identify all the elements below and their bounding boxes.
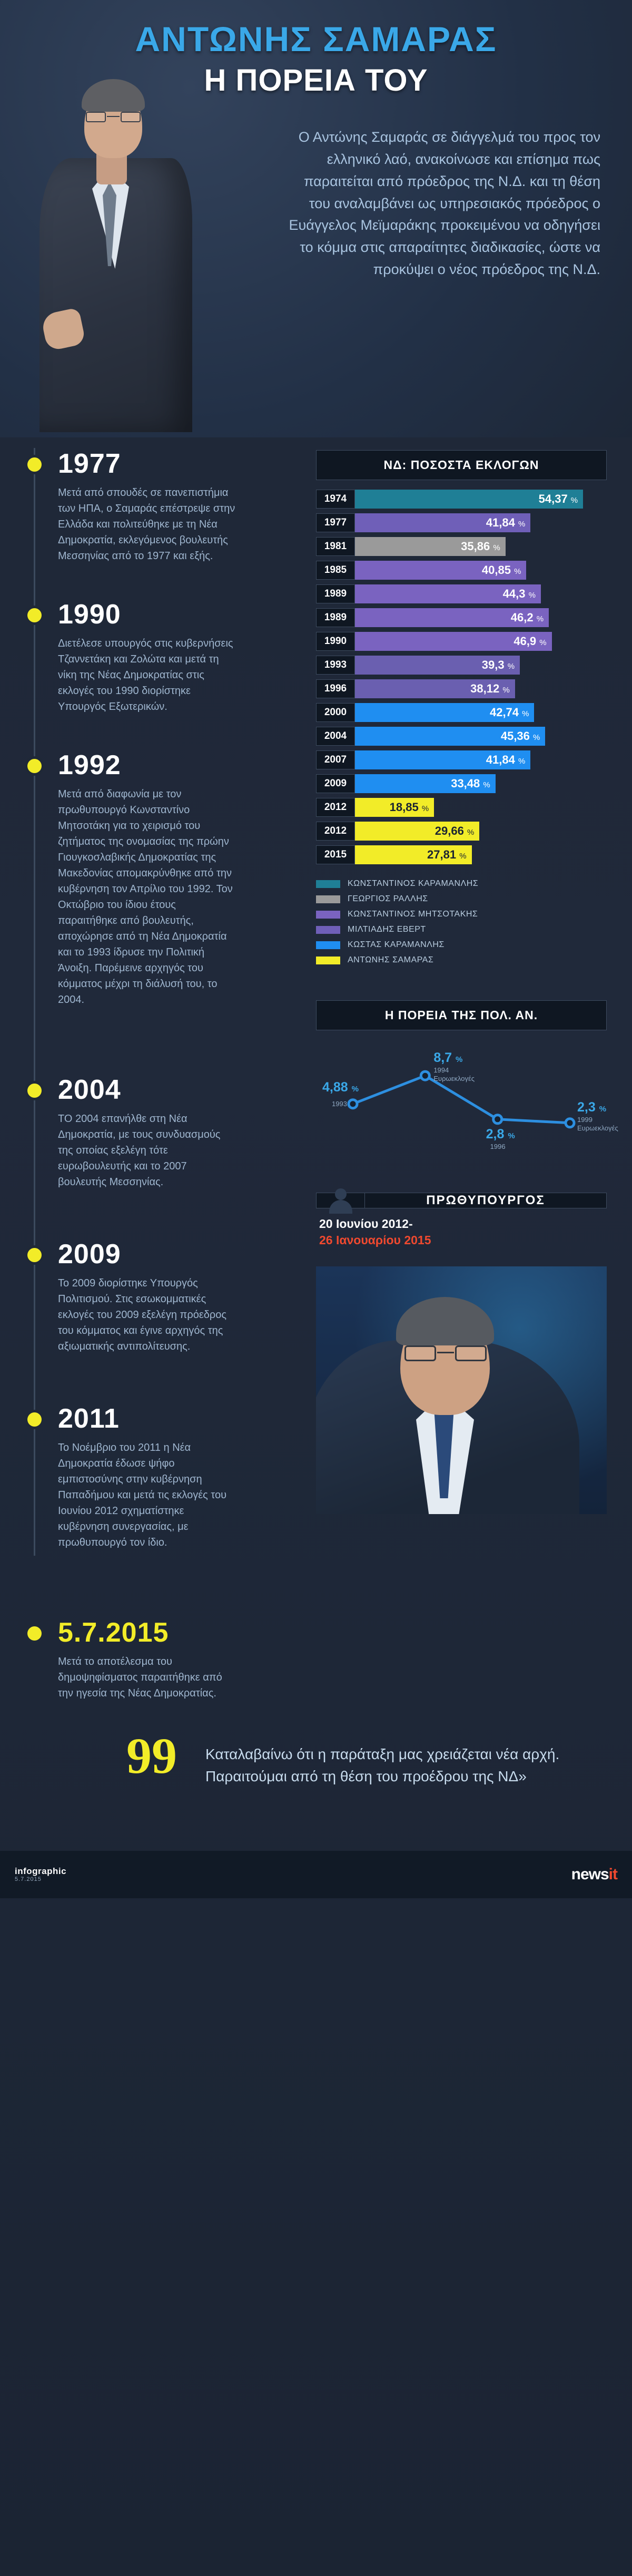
bar-year-label: 2009 bbox=[316, 774, 355, 793]
bar-track bbox=[355, 584, 607, 603]
bar-year-label: 1996 bbox=[316, 679, 355, 698]
bar-year-label: 2007 bbox=[316, 750, 355, 769]
bar-row bbox=[316, 774, 607, 793]
bar-fill bbox=[355, 679, 515, 698]
bar-fill bbox=[355, 822, 479, 841]
footer-brand-right-b: it bbox=[608, 1866, 617, 1883]
bar-row bbox=[316, 703, 607, 722]
line-data-point bbox=[421, 1071, 429, 1080]
pm-header bbox=[316, 1193, 607, 1208]
event-text: ΤΟ 2004 επανήλθε στη Νέα Δημοκρατία, με τους συνδυασμούς της οποίας εξελέγη τότε ευρωβουλευτής και το 2007 βουλευτής Μεσσηνίας. bbox=[58, 1113, 221, 1188]
legend-label: ΚΩΝΣΤΑΝΤΙΝΟΣ ΚΑΡΑΜΑΝΛΗΣ bbox=[348, 879, 479, 888]
bar-track bbox=[355, 656, 607, 675]
bar-chart-title: ΝΔ: ΠΟΣΟΣΤΑ ΕΚΛΟΓΩΝ bbox=[316, 450, 607, 480]
glasses-icon bbox=[86, 112, 141, 122]
bar-row bbox=[316, 561, 607, 580]
event-year: 5.7.2015 bbox=[58, 1617, 169, 1648]
line-data-point bbox=[493, 1115, 502, 1124]
photo-samaras-speech bbox=[316, 1266, 607, 1514]
header bbox=[0, 0, 632, 437]
line-value-label: 2,8 % bbox=[486, 1126, 515, 1141]
bar-track bbox=[355, 845, 607, 864]
bar-year-label: 1974 bbox=[316, 490, 355, 509]
footer-brand-right-a: news bbox=[571, 1866, 609, 1883]
line-x-label: 1996 bbox=[490, 1142, 506, 1150]
bar-fill bbox=[355, 490, 583, 509]
legend-item bbox=[316, 894, 607, 904]
bar-year-label: 1990 bbox=[316, 632, 355, 651]
quote-block bbox=[0, 1722, 632, 1819]
footer-date: 5.7.2015 bbox=[15, 1876, 42, 1883]
bar-year-label: 2012 bbox=[316, 822, 355, 841]
bar-track bbox=[355, 561, 607, 580]
bar-track bbox=[355, 513, 607, 532]
line-chart bbox=[316, 1040, 618, 1177]
bar-track bbox=[355, 679, 607, 698]
legend-label: ΑΝΤΩΝΗΣ ΣΑΜΑΡΑΣ bbox=[348, 955, 434, 964]
bar-chart bbox=[316, 490, 607, 864]
timeline-dot-icon bbox=[27, 1412, 42, 1427]
legend-item bbox=[316, 879, 607, 889]
bar-value-label: 35,86 % bbox=[461, 540, 500, 553]
figure-head bbox=[335, 1188, 347, 1200]
bar-fill bbox=[355, 703, 534, 722]
legend-label: ΜΙΛΤΙΑΔΗΣ ΕΒΕΡΤ bbox=[348, 925, 426, 934]
portrait-samaras-standing bbox=[29, 63, 203, 432]
timeline-dot-icon bbox=[27, 1084, 42, 1098]
bar-track bbox=[355, 750, 607, 769]
bar-year-label: 2012 bbox=[316, 798, 355, 817]
timeline-dot-icon bbox=[27, 457, 42, 472]
bar-year-label: 2004 bbox=[316, 727, 355, 746]
bar-value-label: 18,85 % bbox=[389, 801, 429, 814]
bar-track bbox=[355, 537, 607, 556]
bar-track bbox=[355, 822, 607, 841]
bar-row bbox=[316, 822, 607, 841]
bar-value-label: 46,2 % bbox=[510, 611, 544, 624]
bar-row bbox=[316, 679, 607, 698]
bar-fill bbox=[355, 537, 506, 556]
pm-dates bbox=[316, 1216, 607, 1248]
bar-fill bbox=[355, 608, 549, 627]
bar-year-label: 1989 bbox=[316, 584, 355, 603]
bar-fill bbox=[355, 584, 541, 603]
event-year: 1990 bbox=[58, 599, 121, 630]
bar-row bbox=[316, 490, 607, 509]
event-year: 2004 bbox=[58, 1075, 121, 1105]
footer-brand-left bbox=[15, 1866, 66, 1883]
bar-value-label: 42,74 % bbox=[489, 706, 529, 719]
pm-label: ΠΡΩΘΥΠΟΥΡΓΟΣ bbox=[364, 1193, 607, 1208]
page-subtitle: Η ΠΟΡΕΙΑ ΤΟΥ bbox=[204, 63, 428, 98]
bar-value-label: 45,36 % bbox=[500, 729, 540, 743]
bar-fill bbox=[355, 656, 520, 675]
intro-paragraph: Ο Αντώνης Σαμαράς σε διάγγελμά του προς τον ελληνικό λαό, ανακοίνωσε και επίσημα πως παραιτείται από πρόεδρος της Ν.Δ. και τη θέση του αναλαμβάνει ως υπηρεσιακός πρόεδρος ο Ευάγγελος Μεϊμαράκης προκειμένου να οδηγήσει το κόμμα στις απαραίτητες διαδικασίες, ώστε να προκύψει ο νέος πρόεδρος της Ν.Δ. bbox=[289, 129, 600, 278]
bar-year-label: 1985 bbox=[316, 561, 355, 580]
pm-date-from: 20 Ιουνίου 2012- bbox=[319, 1217, 413, 1231]
bar-row bbox=[316, 632, 607, 651]
bar-track bbox=[355, 727, 607, 746]
legend-swatch bbox=[316, 911, 340, 919]
bar-row bbox=[316, 798, 607, 817]
spacer bbox=[316, 971, 607, 1000]
legend-label: ΚΩΝΣΤΑΝΤΙΝΟΣ ΜΗΤΣΟΤΑΚΗΣ bbox=[348, 910, 478, 919]
bar-track bbox=[355, 798, 607, 817]
bar-fill bbox=[355, 513, 530, 532]
bar-row bbox=[316, 537, 607, 556]
bar-value-label: 46,9 % bbox=[514, 635, 547, 648]
line-x-label: 1993 bbox=[332, 1099, 347, 1108]
legend-swatch bbox=[316, 926, 340, 934]
bar-track bbox=[355, 632, 607, 651]
bar-value-label: 54,37 % bbox=[538, 492, 578, 505]
event-text: Το 2009 διορίστηκε Υπουργός Πολιτισμού. Στις εσωκομματικές εκλογές του 2009 εξελέγη πρόεδρος του κόμματος και έγινε αρχηγός της αξιωματικής αντιπολίτευσης. bbox=[58, 1277, 226, 1352]
spacer bbox=[0, 1008, 316, 1076]
timeline-event-1992 bbox=[0, 752, 316, 1008]
content-columns bbox=[0, 437, 632, 1701]
bar-fill bbox=[355, 727, 545, 746]
event-text: Μετά από σπουδές σε πανεπιστήμια των ΗΠΑ, ο Σαμαράς επέστρεψε στην Ελλάδα και πολιτεύθηκε με τη Νέα Δημοκρατία, εκλεγόμενος βουλευτής Μεσσηνίας από το 1977 και εξής. bbox=[58, 487, 235, 562]
event-year: 2009 bbox=[58, 1239, 121, 1270]
bar-value-label: 29,66 % bbox=[434, 824, 475, 837]
timeline-dot-icon bbox=[27, 1248, 42, 1262]
line-value-label: 2,3 % bbox=[577, 1099, 607, 1115]
bar-year-label: 1981 bbox=[316, 537, 355, 556]
legend-label: ΓΕΩΡΓΙΟΣ ΡΑΛΛΗΣ bbox=[348, 894, 428, 903]
bar-year-label: 2000 bbox=[316, 703, 355, 722]
timeline-column bbox=[0, 450, 316, 1701]
bar-row bbox=[316, 750, 607, 769]
politician-silhouette-icon bbox=[316, 1193, 364, 1208]
prime-minister-box bbox=[316, 1193, 607, 1248]
spacer bbox=[0, 1190, 316, 1241]
legend-swatch bbox=[316, 957, 340, 964]
bar-fill bbox=[355, 798, 434, 817]
legend-item bbox=[316, 925, 607, 934]
spacer bbox=[0, 1550, 316, 1619]
legend-item bbox=[316, 940, 607, 950]
bar-fill bbox=[355, 632, 552, 651]
body bbox=[0, 437, 632, 1851]
bar-row bbox=[316, 608, 607, 627]
line-value-label: 8,7 % bbox=[433, 1050, 463, 1066]
glasses-icon bbox=[404, 1345, 487, 1361]
line-data-point bbox=[349, 1100, 357, 1108]
timeline-dot-icon bbox=[27, 608, 42, 622]
line-value-label: 4,88 % bbox=[322, 1079, 359, 1095]
timeline-dot-icon bbox=[27, 1626, 42, 1641]
bar-row bbox=[316, 727, 607, 746]
page-title: ΑΝΤΩΝΗΣ ΣΑΜΑΡΑΣ bbox=[135, 19, 497, 58]
bar-value-label: 33,48 % bbox=[451, 777, 490, 790]
bar-row bbox=[316, 845, 607, 864]
line-chart-title: Η ΠΟΡΕΙΑ ΤΗΣ ΠΟΛ. ΑΝ. bbox=[316, 1000, 607, 1030]
bar-value-label: 44,3 % bbox=[502, 587, 536, 600]
bar-year-label: 1977 bbox=[316, 513, 355, 532]
title-block bbox=[0, 21, 632, 98]
quote-text: Καταλαβαίνω ότι η παράταξη μας χρειάζεται νέα αρχή. Παραιτούμαι από τη θέση του προέδρου της ΝΔ» bbox=[205, 1746, 560, 1784]
bar-value-label: 40,85 % bbox=[481, 563, 521, 577]
timeline-event-2015 bbox=[0, 1619, 316, 1701]
event-year: 1992 bbox=[58, 750, 121, 780]
bar-value-label: 41,84 % bbox=[486, 516, 526, 529]
bar-fill bbox=[355, 774, 496, 793]
legend-item bbox=[316, 910, 607, 919]
bar-row bbox=[316, 513, 607, 532]
bar-track bbox=[355, 774, 607, 793]
legend-item bbox=[316, 955, 607, 965]
event-text: Το Νοέμβριο του 2011 η Νέα Δημοκρατία έδωσε ψήφο εμπιστοσύνης στην κυβέρνηση Παπαδήμου και μετά τις εκλογές του Ιουνίου 2012 σχηματίστηκε κυβέρνηση συνεργασίας, με πρωθυπουργό τον ίδιο. bbox=[58, 1442, 227, 1548]
pm-date-to: 26 Ιανουαρίου 2015 bbox=[319, 1233, 431, 1247]
line-x-label: 1994 Ευρωεκλογές bbox=[433, 1066, 475, 1083]
bar-chart-legend bbox=[316, 879, 607, 965]
figure-shape bbox=[329, 1188, 352, 1214]
spacer bbox=[0, 715, 316, 752]
timeline-event-2004 bbox=[0, 1076, 316, 1190]
bar-fill bbox=[355, 845, 472, 864]
bar-year-label: 2015 bbox=[316, 845, 355, 864]
event-text: Διετέλεσε υπουργός στις κυβερνήσεις Τζαννετάκη και Ζολώτα και μετά τη νίκη της Νέας Δημοκρατίας στις εκλογές του 1990 διορίστηκε Υπουργός Εξωτερικών. bbox=[58, 638, 233, 713]
bar-value-label: 41,84 % bbox=[486, 753, 526, 766]
spacer bbox=[0, 1354, 316, 1405]
legend-label: ΚΩΣΤΑΣ ΚΑΡΑΜΑΝΛΗΣ bbox=[348, 940, 445, 949]
bar-row bbox=[316, 656, 607, 675]
footer-brand-right bbox=[571, 1866, 617, 1884]
timeline-event-1990 bbox=[0, 601, 316, 715]
bar-row bbox=[316, 584, 607, 603]
event-year: 2011 bbox=[58, 1403, 120, 1434]
timeline-event-2011 bbox=[0, 1405, 316, 1550]
bar-year-label: 1993 bbox=[316, 656, 355, 675]
quote-mark-icon: 99 bbox=[126, 1728, 177, 1784]
event-text: Μετά από διαφωνία με τον πρωθυπουργό Κωνσταντίνο Μητσοτάκη για το χειρισμό του ζητήματος της ονομασίας της πρώην Γιουγκοσλαβικής Δημοκρατίας της Μακεδονίας απομακρύνθηκε από την κυβέρνηση τον Απρίλιο του 1992. Τον Οκτώβριο του ίδιου έτους παραιτήθηκε από βουλευτής, αποχώρησε από τη Νέα Δημοκρατία και το 1993 ίδρυσε την Πολιτική Άνοιξη. Παρέμεινε αρχηγός του κόμματος μέχρι τη διάλυσή του, το 2004. bbox=[58, 788, 233, 1006]
bar-value-label: 39,3 % bbox=[481, 658, 515, 671]
bar-fill bbox=[355, 750, 530, 769]
legend-swatch bbox=[316, 895, 340, 903]
figure-body bbox=[329, 1200, 352, 1214]
footer bbox=[0, 1851, 632, 1898]
legend-swatch bbox=[316, 941, 340, 949]
bar-fill bbox=[355, 561, 526, 580]
timeline-dot-icon bbox=[27, 759, 42, 773]
legend-swatch bbox=[316, 880, 340, 888]
line-data-point bbox=[566, 1119, 574, 1127]
bar-value-label: 38,12 % bbox=[470, 682, 510, 695]
bar-track bbox=[355, 490, 607, 509]
event-text: Μετά το αποτέλεσμα του δημοψηφίσματος παραιτήθηκε από την ηγεσία της Νέας Δημοκρατίας. bbox=[58, 1656, 222, 1699]
bar-track bbox=[355, 608, 607, 627]
line-x-label: 1999 Ευρωεκλογές bbox=[577, 1115, 618, 1133]
timeline-event-2009 bbox=[0, 1241, 316, 1354]
footer-brand-left-label: infographic bbox=[15, 1866, 67, 1876]
bar-value-label: 27,81 % bbox=[427, 848, 467, 861]
bar-track bbox=[355, 703, 607, 722]
timeline-event-1977 bbox=[0, 450, 316, 564]
bar-year-label: 1989 bbox=[316, 608, 355, 627]
event-year: 1977 bbox=[58, 448, 121, 479]
spacer bbox=[0, 564, 316, 601]
charts-column bbox=[316, 450, 632, 1701]
